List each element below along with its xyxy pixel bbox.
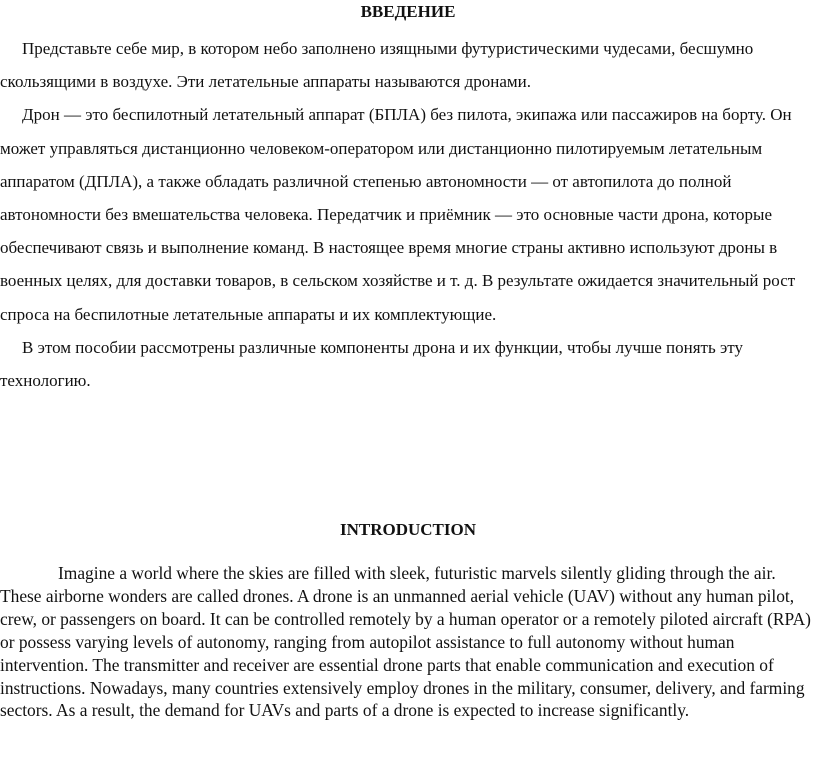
- russian-body: [0, 32, 808, 397]
- russian-paragraph-2: Дрон — это беспилотный летательный аппарат (БПЛА) без пилота, экипажа или пассажиров на борту. Он может управляться дистанционно человеком-оператором или дистанционно пилотируемым летательным аппаратом (ДПЛА), а также обладать различной степенью автономности — от автопилота до полной автономности без вмешательства человека. Передатчик и приёмник — это основные части дрона, которые обеспечивают связь и выполнение команд. В настоящее время многие страны активно используют дроны в военных целях, для доставки товаров, в сельском хозяйстве и т. д. В результате ожидается значительный рост спроса на беспилотные летательные аппараты и их комплектующие.: [0, 105, 796, 324]
- english-heading: INTRODUCTION: [339, 520, 477, 539]
- english-paragraph-1: Imagine a world where the skies are filled with sleek, futuristic marvels silently gliding through the air. These airborne wonders are called drones. A drone is an unmanned aerial vehicle (UAV) without any human pilot, crew, or passengers on board. It can be controlled remotely by a human operator or a remotely piloted aircraft (RPA) or possess varying levels of autonomy, ranging from autopilot assistance to full autonomy without human intervention. The transmitter and receiver are essential drone parts that enable communication and execution of instructions. Nowadays, many countries extensively employ drones in the military, consumer, delivery, and farming sectors. As a result, the demand for UAVs and parts of a drone is expected to increase significantly.: [0, 563, 811, 721]
- russian-paragraph-1: Представьте себе мир, в котором небо заполнено изящными футуристическими чудесами, бесшумно скользящими в воздухе. Эти летательные аппараты называются дронами.: [0, 39, 754, 92]
- russian-paragraph-3: В этом пособии рассмотрены различные компоненты дрона и их функции, чтобы лучше понять эту технологию.: [0, 337, 743, 391]
- russian-heading: ВВЕДЕНИЕ: [360, 2, 456, 21]
- english-body: [0, 562, 814, 722]
